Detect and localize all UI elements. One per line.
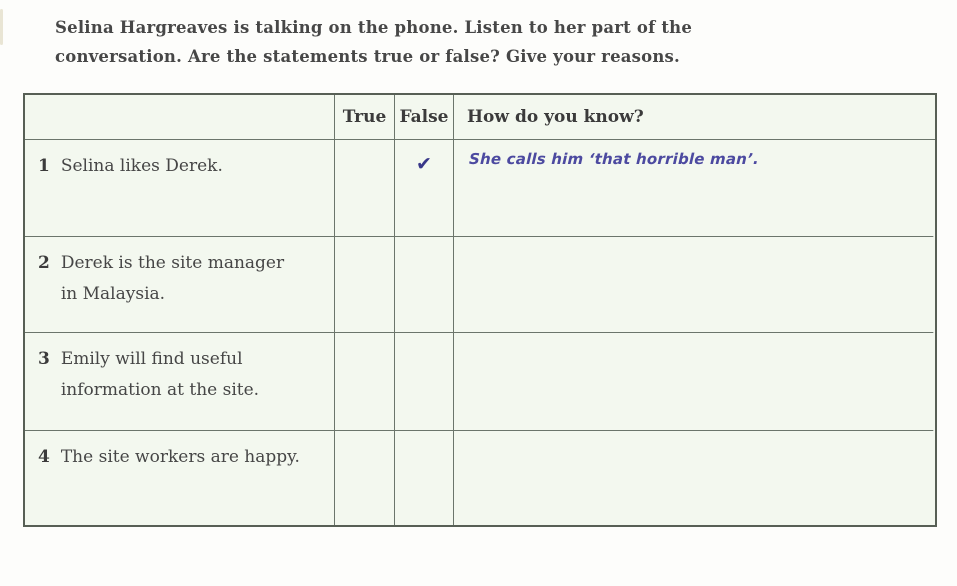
statement-text <box>61 344 326 430</box>
header-false-cell: False <box>395 95 454 140</box>
statement-line: information at the site. <box>60 380 260 400</box>
statement-text <box>61 248 326 332</box>
page-edge-artifact <box>0 9 3 45</box>
reason-cell-1: She calls him ‘that horrible man’. <box>452 140 936 237</box>
statement-number: 1 <box>38 156 50 176</box>
instructions-line-2: conversation. Are the statements true or false? Give your reasons. <box>55 47 680 66</box>
statement-line: Derek is the site manager <box>60 253 285 273</box>
statement-line: The site workers are happy. <box>60 447 300 467</box>
true-cell-2 <box>335 237 395 333</box>
instructions-line-1: Selina Hargreaves is talking on the phone. Listen to her part of the <box>55 18 693 37</box>
statement-cell-4 <box>25 431 335 525</box>
false-cell-4 <box>395 431 454 525</box>
reason-cell-4 <box>452 431 936 525</box>
statement-number: 4 <box>38 447 50 467</box>
statement-cell-3 <box>25 333 335 431</box>
statement-line: in Malaysia. <box>60 284 166 304</box>
statement-number: 2 <box>38 253 50 273</box>
false-cell-2 <box>395 237 454 333</box>
worksheet-table <box>23 93 937 527</box>
exercise-instructions <box>55 13 692 71</box>
statement-line: Emily will find useful <box>60 349 243 369</box>
true-cell-1 <box>335 140 395 237</box>
statement-cell-1 <box>25 140 335 237</box>
statement-text <box>61 442 300 525</box>
statement-text <box>61 151 223 236</box>
reason-cell-2 <box>452 237 936 333</box>
header-how-cell: How do you know? <box>454 95 935 140</box>
true-cell-3 <box>335 333 395 431</box>
statement-cell-2 <box>25 237 335 333</box>
header-true-cell: True <box>335 95 395 140</box>
header-statement-cell <box>25 95 335 140</box>
statement-line: Selina likes Derek. <box>60 156 223 176</box>
false-cell-1: ✔ <box>395 140 454 237</box>
false-cell-3 <box>395 333 454 431</box>
reason-cell-3 <box>452 333 936 431</box>
statement-number: 3 <box>38 349 50 369</box>
true-cell-4 <box>335 431 395 525</box>
